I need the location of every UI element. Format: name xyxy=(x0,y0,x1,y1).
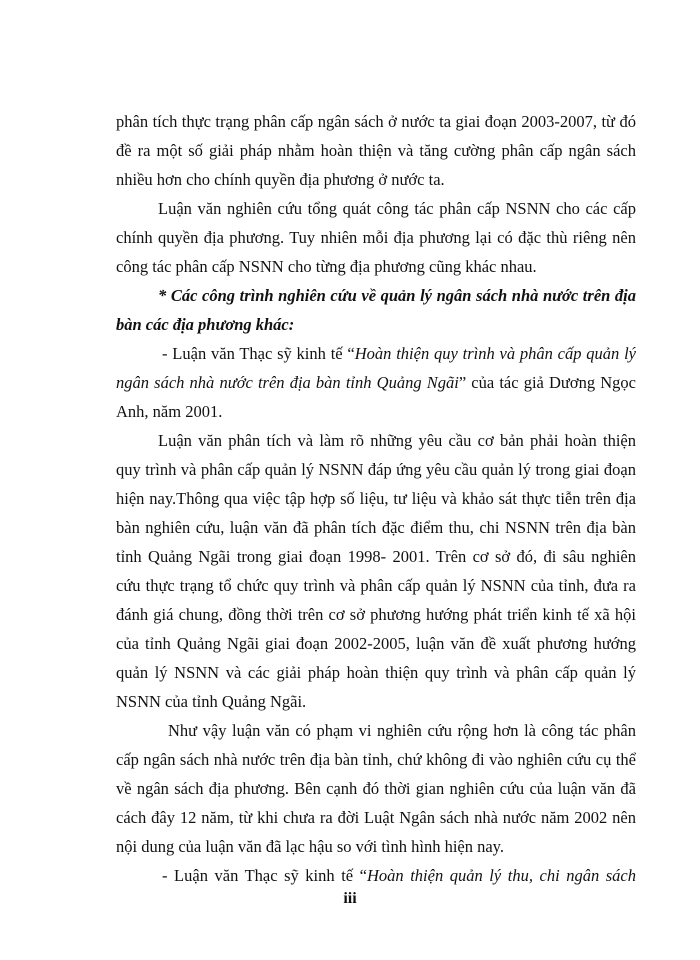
section-heading: * Các công trình nghiên cứu về quản lý ngân sách nhà nước trên địa xyxy=(158,286,636,305)
text-line: tỉnh Quảng Ngãi trong giai đoạn 1998- 2001. Trên cơ sở đó, đi sâu nghiên xyxy=(116,547,636,566)
text-line: nội dung của luận văn đã lạc hậu so với tình hình hiện nay. xyxy=(116,837,504,856)
text-line: cách đây 12 năm, từ khi chưa ra đời Luật Ngân sách nhà nước năm 2002 nên xyxy=(116,808,636,827)
citation-line: - Luận văn Thạc sỹ kinh tế “Hoàn thiện quản lý thu, chi ngân sách xyxy=(162,866,636,885)
text-line: chính quyền địa phương. Tuy nhiên mỗi địa phương lại có đặc thù riêng nên xyxy=(116,228,636,247)
text-line: Như vậy luận văn có phạm vi nghiên cứu rộng hơn là công tác phân xyxy=(168,721,636,740)
page-number: iii xyxy=(343,890,357,907)
text-line: quy trình và phân cấp quản lý NSNN đáp ứng yêu cầu quản lý trong giai đoạn xyxy=(116,460,636,479)
text-line: đánh giá chung, đồng thời trên cơ sở phương hướng phát triển kinh tế xã hội xyxy=(116,605,636,624)
text-line: đề ra một số giải pháp nhằm hoàn thiện và tăng cường phân cấp ngân sách xyxy=(116,141,636,160)
text-line: bàn nghiên cứu, luận văn đã phân tích đặc điểm thu, chi NSNN trên địa bàn xyxy=(116,518,636,537)
text-line: phân tích thực trạng phân cấp ngân sách ở nước ta giai đoạn 2003-2007, từ đó xyxy=(116,112,636,131)
section-heading: bàn các địa phương khác: xyxy=(116,315,295,334)
text-line: cấp ngân sách nhà nước trên địa bàn tỉnh, chứ không đi vào nghiên cứu cụ thể xyxy=(116,750,636,769)
text-line: hiện nay.Thông qua việc tập hợp số liệu, tư liệu và khảo sát thực tiễn trên địa xyxy=(116,489,636,508)
text-line: NSNN của tỉnh Quảng Ngãi. xyxy=(116,692,307,711)
text-line: Luận văn phân tích và làm rõ những yêu cầu cơ bản phải hoàn thiện xyxy=(158,431,636,450)
citation-line: - Luận văn Thạc sỹ kinh tế “Hoàn thiện quy trình và phân cấp quản lý xyxy=(162,344,636,363)
text-line: về ngân sách địa phương. Bên cạnh đó thời gian nghiên cứu của luận văn đã xyxy=(116,779,636,798)
text-line: nhiều hơn cho chính quyền địa phương ở nước ta. xyxy=(116,170,445,189)
text-line: Anh, năm 2001. xyxy=(116,402,223,421)
text-line: công tác phân cấp NSNN cho từng địa phương cũng khác nhau. xyxy=(116,257,537,276)
text-line: Luận văn nghiên cứu tổng quát công tác phân cấp NSNN cho các cấp xyxy=(158,199,636,218)
citation-line: ngân sách nhà nước trên địa bàn tỉnh Quảng Ngãi” của tác giả Dương Ngọc xyxy=(116,373,636,392)
text-line: cứu thực trạng tổ chức quy trình và phân cấp quản lý NSNN của tỉnh, đưa ra xyxy=(116,576,636,595)
text-line: quản lý NSNN và các giải pháp hoàn thiện quy trình và phân cấp quản lý xyxy=(116,663,636,682)
text-line: của tỉnh Quảng Ngãi giai đoạn 2002-2005, luận văn đề xuất phương hướng xyxy=(116,634,636,653)
